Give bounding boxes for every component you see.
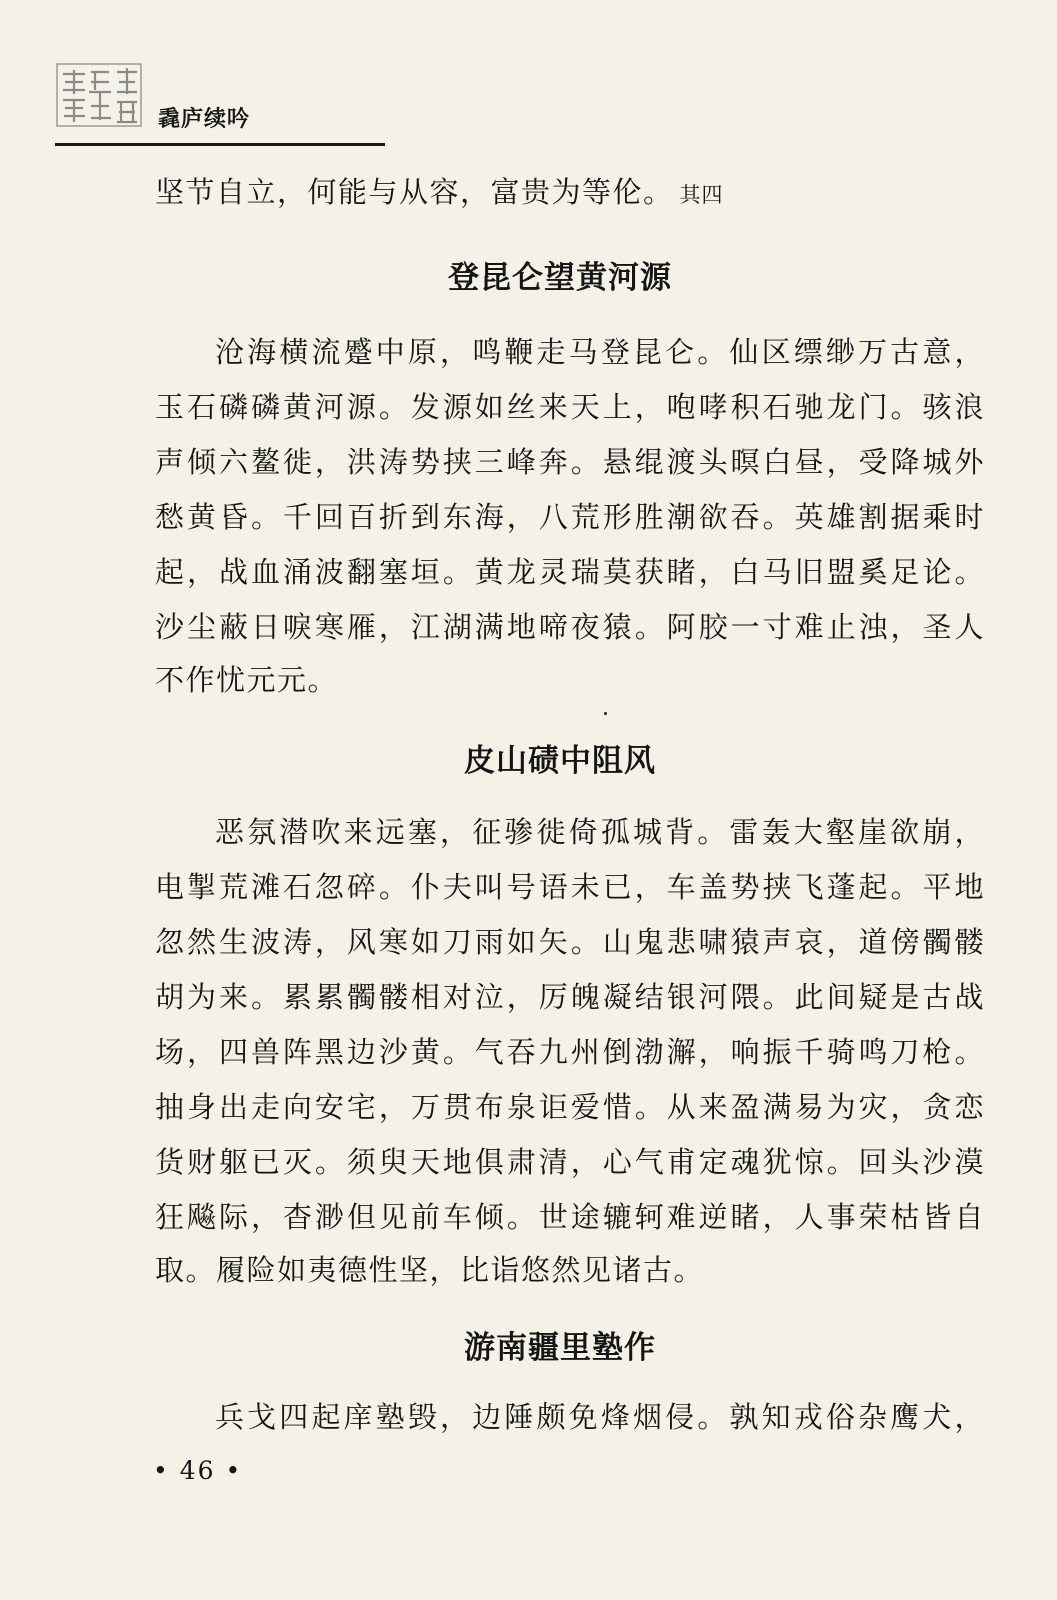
header-rule bbox=[55, 143, 385, 146]
poem-line: 玉石磷磷黄河源。发源如丝来天上，咆哮积石驰龙门。骇浪 bbox=[155, 390, 985, 424]
poem-line: 货财躯已灭。须臾天地俱肃清，心气甫定魂犹惊。回头沙漠 bbox=[155, 1145, 985, 1179]
poem-line: 恶氛潜吹来远塞，征骖徙倚孤城背。雷轰大壑崖欲崩， bbox=[215, 815, 985, 849]
continuation-note: 其四 bbox=[679, 183, 724, 207]
poem-line: 沧海横流蹙中原，鸣鞭走马登昆仑。仙区缥缈万古意， bbox=[215, 335, 985, 369]
poem-line: 狂飚际，杳渺但见前车倾。世途辘轲难逆睹，人事荣枯皆自 bbox=[155, 1200, 985, 1234]
continuation-line: 坚节自立，何能与从容，富贵为等伦。 其四 bbox=[155, 175, 724, 209]
poem-title: 登昆仑望黄河源 bbox=[448, 260, 672, 296]
poem-line: 沙尘蔽日唳寒雁，江湖满地啼夜猿。阿胶一寸难止浊，圣人 bbox=[155, 610, 985, 644]
poem-line: 不作忧元元。 bbox=[155, 663, 339, 697]
poem-line: 场，四兽阵黑边沙黄。气吞九州倒渤澥，响振千骑鸣刀枪。 bbox=[155, 1035, 985, 1069]
poem-line: 愁黄昏。千回百折到东海，八荒形胜潮欲吞。英雄割据乘时 bbox=[155, 500, 985, 534]
poem-line: 电掣荒滩石忽碎。仆夫叫号语未已，车盖势挟飞蓬起。平地 bbox=[155, 870, 985, 904]
poem-line: 取。履险如夷德性坚，比诣悠然见诸古。 bbox=[155, 1253, 705, 1287]
poem-line: 兵戈四起庠塾毁，边陲颇免烽烟侵。孰知戎俗杂鹰犬， bbox=[215, 1400, 985, 1434]
poem-line: 声倾六鳌徙，洪涛势挟三峰奔。悬绲渡头暝白昼，受降城外 bbox=[155, 445, 985, 479]
book-title: 毳庐续吟 bbox=[158, 107, 251, 132]
seal-stamp-icon bbox=[55, 60, 143, 130]
poem-line: 忽然生波涛，风寒如刀雨如矢。山鬼悲啸猿声哀，道傍髑髅 bbox=[155, 925, 985, 959]
poem-line: 抽身出走向安宅，万贯布泉讵爱惜。从来盈满易为灾，贪恋 bbox=[155, 1090, 985, 1124]
stray-dot bbox=[604, 712, 607, 715]
poem-line: 起，战血涌波翻塞垣。黄龙灵瑞莫获睹，白马旧盟奚足论。 bbox=[155, 555, 985, 589]
poem-title: 游南疆里塾作 bbox=[464, 1330, 656, 1366]
poem-title: 皮山碛中阻风 bbox=[464, 743, 656, 779]
poem-line: 胡为来。累累髑髅相对泣，厉魄凝结银河隈。此间疑是古战 bbox=[155, 980, 985, 1014]
page-number: • 46 • bbox=[153, 1456, 243, 1485]
